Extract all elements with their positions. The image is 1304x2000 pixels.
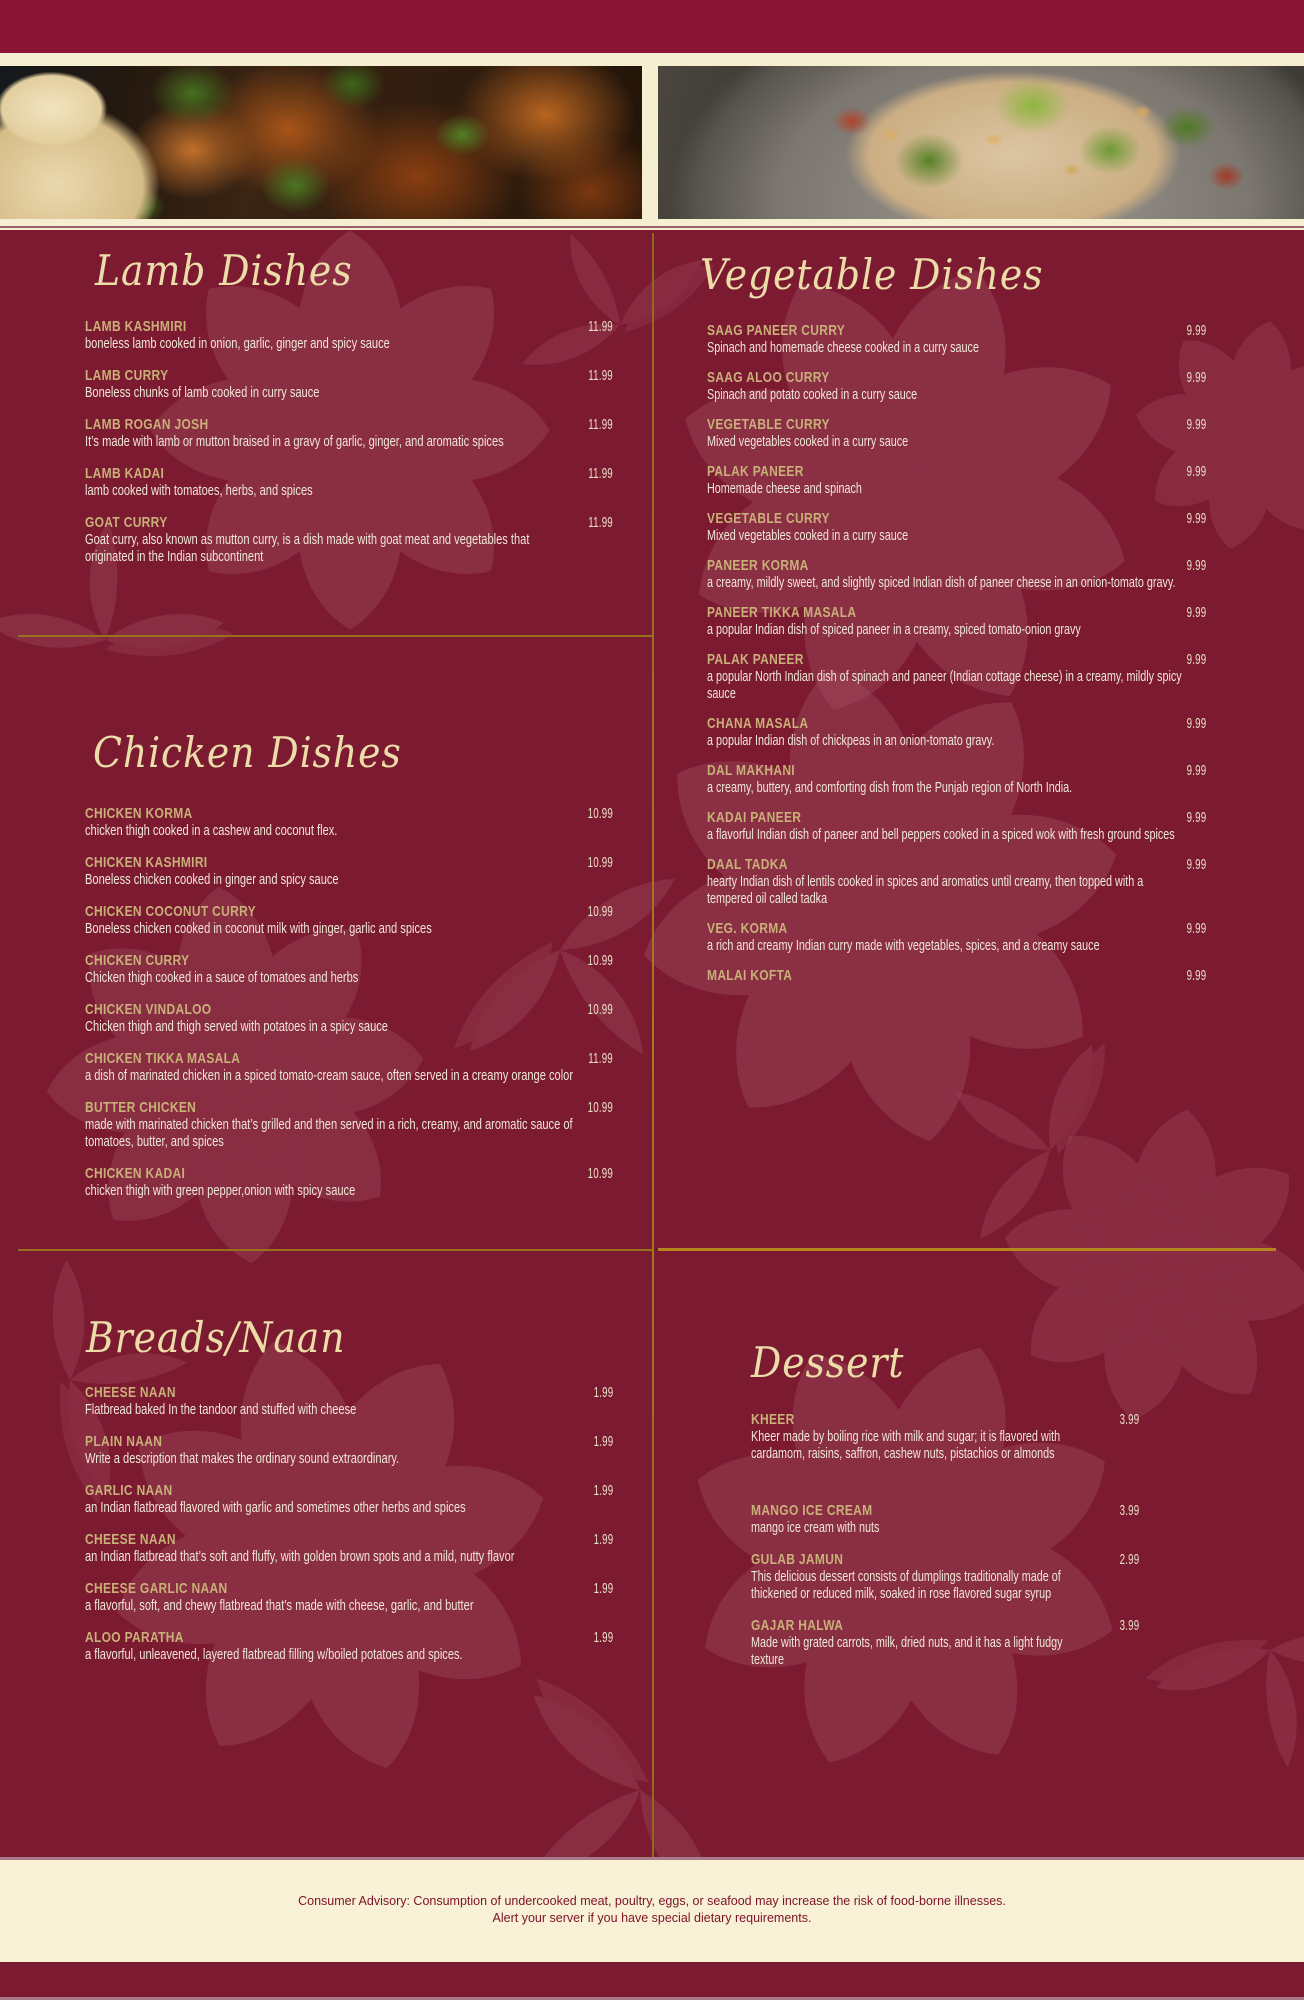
item-name: PALAK PANEER <box>707 651 804 668</box>
item-description-line: Mixed vegetables cooked in a curry sauce <box>707 527 909 544</box>
item-name: VEGETABLE CURRY <box>707 510 830 527</box>
item-price: 10.99 <box>587 1001 613 1018</box>
menu-item-head <box>85 514 613 531</box>
item-name: LAMB CURRY <box>85 367 169 384</box>
item-description-line: a creamy, mildly sweet, and slightly spiced Indian dish of paneer cheese in an onion-tomato gravy. <box>707 574 1176 591</box>
menu-item <box>85 416 613 450</box>
item-description-line: Flatbread baked In the tandoor and stuffed with cheese <box>85 1401 357 1418</box>
menu-item-head <box>85 1531 613 1548</box>
item-name: SAAG PANEER CURRY <box>707 322 846 339</box>
menu-item-head <box>707 604 1206 621</box>
item-name: CHICKEN KORMA <box>85 805 193 822</box>
item-name: DAAL TADKA <box>707 856 788 873</box>
menu-item-head <box>85 367 613 384</box>
item-description-line: an Indian flatbread that’s soft and fluffy, with golden brown spots and a mild, nutty flavor <box>85 1548 515 1565</box>
menu-content <box>0 230 1304 1860</box>
item-price: 11.99 <box>588 416 613 433</box>
section-items-dessert <box>751 1411 1139 1683</box>
section-title-lamb: Lamb Dishes <box>95 246 353 295</box>
menu-item <box>707 809 1206 843</box>
item-description-line: tomatoes, butter, and spices <box>85 1133 224 1150</box>
item-price: 10.99 <box>587 805 613 822</box>
item-description-line: a rich and creamy Indian curry made with vegetables, spices, and a creamy sauce <box>707 937 1100 954</box>
item-price: 10.99 <box>587 903 613 920</box>
item-price: 1.99 <box>593 1580 613 1597</box>
menu-item <box>85 1165 613 1199</box>
menu-item-head <box>85 805 613 822</box>
item-price: 9.99 <box>1186 967 1206 984</box>
item-name: CHICKEN KASHMIRI <box>85 854 208 871</box>
menu-item <box>751 1551 1139 1602</box>
item-name: LAMB ROGAN JOSH <box>85 416 209 433</box>
item-description-line: a creamy, buttery, and comforting dish from the Punjab region of North India. <box>707 779 1073 796</box>
item-name: KHEER <box>751 1411 795 1428</box>
item-name: VEG. KORMA <box>707 920 788 937</box>
item-description-line: Made with grated carrots, milk, dried nuts, and it has a light fudgy <box>751 1634 1063 1651</box>
item-price: 11.99 <box>588 318 613 335</box>
menu-item-head <box>85 903 613 920</box>
chickpea-bowl-photo <box>658 66 1304 219</box>
item-description-line: This delicious dessert consists of dumplings traditionally made of <box>751 1568 1061 1585</box>
item-description-line: a flavorful, unleavened, layered flatbread filling w/boiled potatoes and spices. <box>85 1646 463 1663</box>
item-description-line: a popular North Indian dish of spinach and paneer (Indian cottage cheese) in a creamy, mildly spicy <box>707 668 1182 685</box>
menu-item-head <box>707 322 1206 339</box>
menu-item <box>751 1502 1139 1536</box>
section-items-vegetable <box>707 322 1206 997</box>
menu-item <box>85 903 613 937</box>
item-name: CHICKEN VINDALOO <box>85 1001 212 1018</box>
item-name: GULAB JAMUN <box>751 1551 844 1568</box>
item-name: BUTTER CHICKEN <box>85 1099 197 1116</box>
menu-item-head <box>707 715 1206 732</box>
top-maroon-band <box>0 0 1304 53</box>
item-price: 10.99 <box>587 952 613 969</box>
item-price: 1.99 <box>593 1384 613 1401</box>
item-description-line: Chicken thigh and thigh served with potatoes in a spicy sauce <box>85 1018 388 1035</box>
item-description-line: Mixed vegetables cooked in a curry sauce <box>707 433 909 450</box>
menu-item <box>85 952 613 986</box>
item-description-line: thickened or reduced milk, soaked in rose flavored sugar syrup <box>751 1585 1052 1602</box>
item-price: 9.99 <box>1186 510 1206 527</box>
menu-item <box>707 369 1206 403</box>
item-description-line: Spinach and potato cooked in a curry sauce <box>707 386 918 403</box>
menu-item <box>85 318 613 352</box>
item-name: CHICKEN TIKKA MASALA <box>85 1050 241 1067</box>
menu-item-head <box>85 1482 613 1499</box>
item-price: 3.99 <box>1119 1411 1139 1428</box>
menu-item-head <box>85 465 613 482</box>
horizontal-divider-lamb-chicken <box>18 635 652 637</box>
menu-item <box>85 1050 613 1084</box>
item-price: 9.99 <box>1186 557 1206 574</box>
menu-item <box>707 557 1206 591</box>
item-name: CHEESE NAAN <box>85 1531 176 1548</box>
menu-item-head <box>85 1629 613 1646</box>
section-items-lamb <box>85 318 613 580</box>
menu-item <box>85 1001 613 1035</box>
menu-item-head <box>85 1001 613 1018</box>
menu-item-head <box>751 1617 1139 1634</box>
item-name: MANGO ICE CREAM <box>751 1502 873 1519</box>
menu-item-head <box>707 369 1206 386</box>
menu-item <box>85 465 613 499</box>
menu-item <box>85 1433 613 1467</box>
menu-item <box>707 856 1206 907</box>
menu-item <box>707 463 1206 497</box>
item-description-line: made with marinated chicken that’s grilled and then served in a rich, creamy, and aromatic sauce of <box>85 1116 573 1133</box>
item-description-line: Boneless chicken cooked in ginger and spicy sauce <box>85 871 339 888</box>
menu-item-head <box>707 967 1206 984</box>
item-description-line: Goat curry, also known as mutton curry, is a dish made with goat meat and vegetables that <box>85 531 530 548</box>
item-name: LAMB KADAI <box>85 465 165 482</box>
menu-item-head <box>707 510 1206 527</box>
menu-item-head <box>751 1411 1139 1428</box>
item-name: KADAI PANEER <box>707 809 802 826</box>
item-name: CHEESE GARLIC NAAN <box>85 1580 228 1597</box>
item-description-line: cardamom, raisins, saffron, cashew nuts, pistachios or almonds <box>751 1445 1055 1462</box>
menu-item-head <box>85 318 613 335</box>
item-name: CHANA MASALA <box>707 715 809 732</box>
item-price: 10.99 <box>587 854 613 871</box>
item-price: 9.99 <box>1186 604 1206 621</box>
section-items-breads <box>85 1384 613 1678</box>
item-price: 1.99 <box>593 1629 613 1646</box>
section-items-chicken <box>85 805 613 1214</box>
consumer-advisory-line2: Alert your server if you have special dietary requirements. <box>492 1911 812 1925</box>
menu-item <box>85 1580 613 1614</box>
menu-item-head <box>85 1050 613 1067</box>
item-name: GARLIC NAAN <box>85 1482 173 1499</box>
item-description-line: Spinach and homemade cheese cooked in a curry sauce <box>707 339 979 356</box>
bottom-maroon-band <box>0 1962 1304 2000</box>
menu-item <box>707 651 1206 702</box>
menu-item <box>751 1411 1139 1462</box>
menu-item-head <box>707 463 1206 480</box>
section-title-vegetable: Vegetable Dishes <box>700 250 1044 299</box>
menu-item-head <box>707 856 1206 873</box>
item-name: ALOO PARATHA <box>85 1629 184 1646</box>
item-description-line: a popular Indian dish of spiced paneer in a creamy, spiced tomato-onion gravy <box>707 621 1081 638</box>
menu-item-head <box>707 651 1206 668</box>
item-price: 9.99 <box>1186 920 1206 937</box>
item-description-line: originated in the Indian subcontinent <box>85 548 264 565</box>
menu-item <box>85 1099 613 1150</box>
menu-item-head <box>85 1580 613 1597</box>
item-name: PANEER KORMA <box>707 557 809 574</box>
item-description-line: chicken thigh cooked in a cashew and coconut flex. <box>85 822 338 839</box>
item-description-line: Homemade cheese and spinach <box>707 480 862 497</box>
item-name: PANEER TIKKA MASALA <box>707 604 857 621</box>
item-description-line: Kheer made by boiling rice with milk and sugar; it is flavored with <box>751 1428 1061 1445</box>
item-description-line: chicken thigh with green pepper,onion with spicy sauce <box>85 1182 356 1199</box>
item-description-line: a flavorful Indian dish of paneer and bell peppers cooked in a spiced wok with fresh ground spices <box>707 826 1175 843</box>
item-name: CHICKEN CURRY <box>85 952 190 969</box>
horizontal-divider-right-bottom <box>658 1248 1276 1251</box>
item-name: PALAK PANEER <box>707 463 804 480</box>
menu-item <box>707 967 1206 984</box>
menu-item-head <box>85 416 613 433</box>
item-price: 9.99 <box>1186 856 1206 873</box>
item-price: 11.99 <box>588 367 613 384</box>
menu-item <box>85 1384 613 1418</box>
item-price: 2.99 <box>1119 1551 1139 1568</box>
item-description-line: boneless lamb cooked in onion, garlic, ginger and spicy sauce <box>85 335 390 352</box>
item-price: 10.99 <box>587 1165 613 1182</box>
menu-item <box>707 416 1206 450</box>
item-description-line: a dish of marinated chicken in a spiced tomato-cream sauce, often served in a creamy orange color <box>85 1067 574 1084</box>
menu-item <box>707 920 1206 954</box>
menu-item <box>85 514 613 565</box>
item-name: MALAI KOFTA <box>707 967 793 984</box>
menu-item-head <box>707 416 1206 433</box>
menu-item-head <box>707 557 1206 574</box>
menu-item-head <box>707 762 1206 779</box>
item-description-line: mango ice cream with nuts <box>751 1519 880 1536</box>
menu-item <box>751 1617 1139 1668</box>
item-price: 9.99 <box>1186 322 1206 339</box>
item-description-line: It’s made with lamb or mutton braised in a gravy of garlic, ginger, and aromatic spices <box>85 433 504 450</box>
item-price: 9.99 <box>1186 762 1206 779</box>
menu-item <box>85 1482 613 1516</box>
item-name: SAAG ALOO CURRY <box>707 369 830 386</box>
item-name: CHEESE NAAN <box>85 1384 176 1401</box>
menu-item <box>707 715 1206 749</box>
item-price: 9.99 <box>1186 809 1206 826</box>
item-price: 9.99 <box>1186 463 1206 480</box>
item-price: 9.99 <box>1186 651 1206 668</box>
menu-item-head <box>751 1502 1139 1519</box>
item-price: 11.99 <box>588 514 613 531</box>
menu-item <box>707 322 1206 356</box>
item-description-line: Write a description that makes the ordinary sound extraordinary. <box>85 1450 400 1467</box>
item-name: DAL MAKHANI <box>707 762 795 779</box>
section-title-dessert: Dessert <box>751 1338 905 1387</box>
item-price: 9.99 <box>1186 715 1206 732</box>
item-price: 3.99 <box>1119 1502 1139 1519</box>
menu-item-head <box>707 809 1206 826</box>
item-name: VEGETABLE CURRY <box>707 416 830 433</box>
footer-advisory-band <box>0 1857 1304 1962</box>
item-description-line: Boneless chunks of lamb cooked in curry sauce <box>85 384 320 401</box>
vertical-gold-divider <box>652 233 654 1858</box>
item-name: GOAT CURRY <box>85 514 168 531</box>
horizontal-divider-left-bottom <box>18 1249 652 1251</box>
item-description-line: a flavorful, soft, and chewy flatbread that’s made with cheese, garlic, and butter <box>85 1597 474 1614</box>
menu-item-head <box>751 1551 1139 1568</box>
item-description-line: lamb cooked with tomatoes, herbs, and spices <box>85 482 313 499</box>
menu-item <box>707 604 1206 638</box>
menu-item <box>85 854 613 888</box>
item-description-line: sauce <box>707 685 736 702</box>
item-description-line: Chicken thigh cooked in a sauce of tomatoes and herbs <box>85 969 359 986</box>
section-title-chicken: Chicken Dishes <box>93 728 402 777</box>
header-photo-strip <box>0 53 1304 230</box>
menu-item-head <box>85 1433 613 1450</box>
menu-item-head <box>707 920 1206 937</box>
item-name: CHICKEN KADAI <box>85 1165 186 1182</box>
item-description-line: texture <box>751 1651 785 1668</box>
menu-item <box>707 510 1206 544</box>
item-name: PLAIN NAAN <box>85 1433 163 1450</box>
menu-item <box>85 1629 613 1663</box>
item-description-line: hearty Indian dish of lentils cooked in spices and aromatics until creamy, then topped with a <box>707 873 1144 890</box>
item-price: 11.99 <box>588 465 613 482</box>
item-name: LAMB KASHMIRI <box>85 318 187 335</box>
item-price: 1.99 <box>593 1531 613 1548</box>
menu-item-head <box>85 952 613 969</box>
item-price: 9.99 <box>1186 369 1206 386</box>
menu-item-head <box>85 1384 613 1401</box>
item-price: 1.99 <box>593 1433 613 1450</box>
item-price: 11.99 <box>588 1050 613 1067</box>
item-description-line: an Indian flatbread flavored with garlic and sometimes other herbs and spices <box>85 1499 466 1516</box>
menu-item <box>707 762 1206 796</box>
item-description-line: a popular Indian dish of chickpeas in an onion-tomato gravy. <box>707 732 995 749</box>
consumer-advisory-line1: Consumer Advisory: Consumption of undercooked meat, poultry, eggs, or seafood may increase the risk of food-borne illnesses. <box>298 1894 1006 1908</box>
menu-item <box>85 367 613 401</box>
item-name: GAJAR HALWA <box>751 1617 844 1634</box>
menu-item <box>85 805 613 839</box>
menu-item <box>85 1531 613 1565</box>
item-name: CHICKEN COCONUT CURRY <box>85 903 256 920</box>
menu-item-head <box>85 1165 613 1182</box>
section-title-breads: Breads/Naan <box>86 1313 346 1362</box>
item-price: 1.99 <box>593 1482 613 1499</box>
item-price: 3.99 <box>1119 1617 1139 1634</box>
strip-divider-line <box>0 226 1304 228</box>
item-description-line: Boneless chicken cooked in coconut milk with ginger, garlic and spices <box>85 920 432 937</box>
lamb-curry-naan-photo <box>0 66 642 219</box>
item-description-line: tempered oil called tadka <box>707 890 828 907</box>
item-price: 10.99 <box>587 1099 613 1116</box>
item-price: 9.99 <box>1186 416 1206 433</box>
menu-item-head <box>85 1099 613 1116</box>
menu-item-head <box>85 854 613 871</box>
